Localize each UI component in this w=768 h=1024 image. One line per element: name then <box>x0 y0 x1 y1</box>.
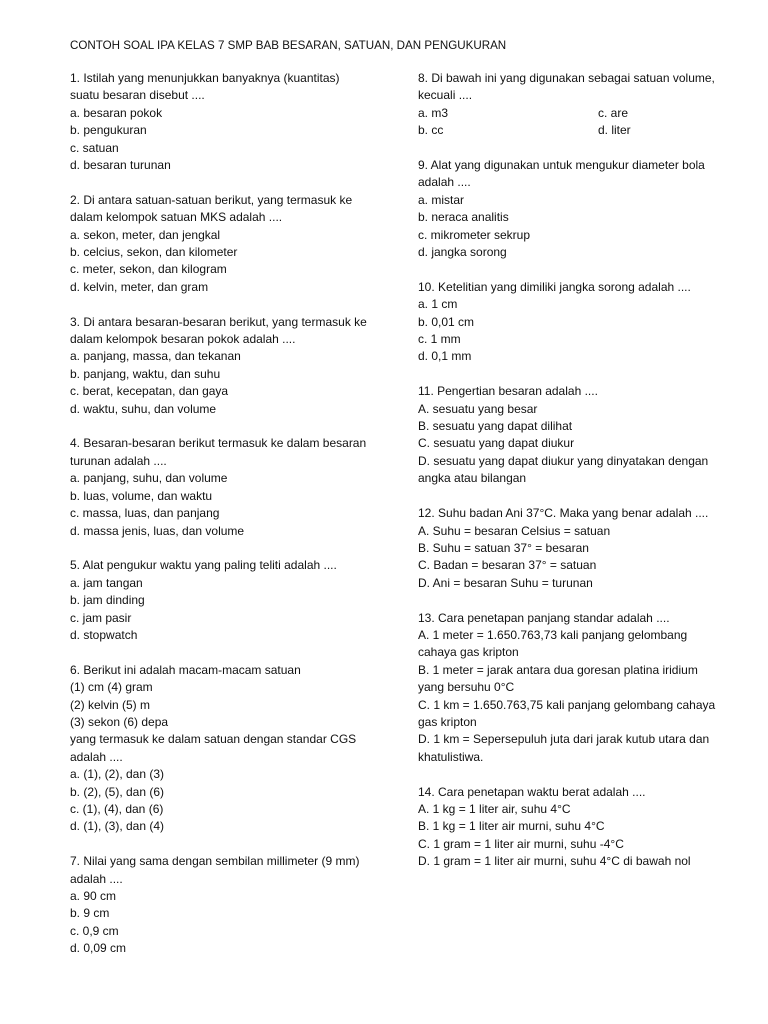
answer-option: c. berat, kecepatan, dan gaya <box>70 384 229 399</box>
answer-option: c. massa, luas, dan panjang <box>70 506 220 521</box>
answer-option: b. luas, volume, dan waktu <box>70 488 213 503</box>
answer-option: cahaya gas kripton <box>418 645 519 660</box>
answer-option: B. 1 kg = 1 liter air murni, suhu 4°C <box>418 819 605 834</box>
answer-option: D. 1 gram = 1 liter air murni, suhu 4°C di bawah nol <box>418 854 691 869</box>
answer-option: a. 90 cm <box>70 889 117 903</box>
answer-option: B. 1 meter = jarak antara dua goresan platina iridium <box>418 662 698 677</box>
answer-option: b. celcius, sekon, dan kilometer <box>70 245 238 260</box>
answer-option: c. mikrometer sekrup <box>418 227 531 242</box>
question-line: adalah .... <box>70 749 123 764</box>
answer-option: C. sesuatu yang dapat diukur <box>418 436 575 451</box>
question-11 <box>418 383 733 487</box>
question-9 <box>418 157 733 261</box>
answer-option: a. 1 cm <box>418 297 458 312</box>
answer-option: c. meter, sekon, dan kilogram <box>70 262 227 277</box>
question-12 <box>418 505 733 592</box>
question-line: dalam kelompok satuan MKS adalah .... <box>70 210 283 225</box>
question-line: kecuali .... <box>418 88 473 103</box>
question-line: 14. Cara penetapan waktu berat adalah .... <box>418 784 646 799</box>
question-line: 2. Di antara satuan-satuan berikut, yang termasuk ke <box>70 192 353 207</box>
question-line: 5. Alat pengukur waktu yang paling teliti adalah .... <box>70 558 337 573</box>
question-line: 12. Suhu badan Ani 37°C. Maka yang benar adalah .... <box>418 506 709 521</box>
question-line: 10. Ketelitian yang dimiliki jangka sorong adalah .... <box>418 279 691 294</box>
question-line: 13. Cara penetapan panjang standar adalah .... <box>418 610 670 625</box>
answer-option: d. 0,1 mm <box>418 349 472 364</box>
unit-list-line: (2) kelvin (5) m <box>70 697 151 712</box>
question-line: 4. Besaran-besaran berikut termasuk ke dalam besaran <box>70 436 367 451</box>
answer-option: C. 1 gram = 1 liter air murni, suhu -4°C <box>418 836 624 851</box>
answer-option: c. (1), (4), dan (6) <box>70 801 164 816</box>
question-line: 3. Di antara besaran-besaran berikut, yang termasuk ke <box>70 314 367 329</box>
answer-option: yang bersuhu 0°C <box>418 680 515 695</box>
answer-option: d. besaran turunan <box>70 158 171 173</box>
question-3 <box>70 314 400 418</box>
question-2 <box>70 192 400 296</box>
document-title: CONTOH SOAL IPA KELAS 7 SMP BAB BESARAN, SATUAN, DAN PENGUKURAN <box>70 39 507 52</box>
answer-option: b. 0,01 cm <box>418 314 475 329</box>
answer-option: d. 0,09 cm <box>70 941 127 956</box>
answer-option: angka atau bilangan <box>418 471 527 486</box>
answer-option: b. panjang, waktu, dan suhu <box>70 366 221 381</box>
answer-option: d. stopwatch <box>70 627 138 642</box>
answer-option: c. 1 mm <box>418 332 461 347</box>
question-5 <box>70 557 400 644</box>
answer-option: D. 1 km = Sepersepuluh juta dari jarak kutub utara dan <box>418 732 710 747</box>
question-8 <box>418 70 733 140</box>
answer-option: A. Suhu = besaran Celsius = satuan <box>418 523 611 538</box>
answer-option: B. sesuatu yang dapat dilihat <box>418 419 573 434</box>
question-line: 8. Di bawah ini yang digunakan sebagai satuan volume, <box>418 71 715 85</box>
question-10 <box>418 279 733 366</box>
answer-option: c. are <box>598 105 629 120</box>
question-13 <box>418 610 733 767</box>
answer-option: d. waktu, suhu, dan volume <box>70 401 217 416</box>
question-7 <box>70 853 400 957</box>
answer-option: c. satuan <box>70 140 119 155</box>
answer-option: a. sekon, meter, dan jengkal <box>70 227 221 242</box>
question-14 <box>418 784 733 871</box>
answer-option: B. Suhu = satuan 37° = besaran <box>418 540 589 555</box>
answer-option: C. 1 km = 1.650.763,75 kali panjang gelombang cahaya <box>418 697 716 712</box>
question-6 <box>70 662 400 836</box>
answer-option: A. sesuatu yang besar <box>418 401 538 416</box>
answer-option: b. jam dinding <box>70 593 145 608</box>
question-line: suatu besaran disebut .... <box>70 88 205 103</box>
answer-option: b. pengukuran <box>70 123 147 138</box>
answer-option: d. liter <box>598 123 631 138</box>
left-column <box>70 70 400 975</box>
question-line: 11. Pengertian besaran adalah .... <box>418 384 598 399</box>
question-line: adalah .... <box>70 871 123 886</box>
answer-option: a. mistar <box>418 192 465 207</box>
answer-option: D. Ani = besaran Suhu = turunan <box>418 575 593 590</box>
question-line: yang termasuk ke dalam satuan dengan standar CGS <box>70 732 357 747</box>
answer-option: a. besaran pokok <box>70 105 163 120</box>
question-line: dalam kelompok besaran pokok adalah .... <box>70 332 296 347</box>
answer-option: d. (1), (3), dan (4) <box>70 819 165 834</box>
answer-option: d. jangka sorong <box>418 245 507 260</box>
question-line: 9. Alat yang digunakan untuk mengukur diameter bola <box>418 158 705 173</box>
answer-option: c. jam pasir <box>70 610 132 625</box>
answer-option: a. panjang, suhu, dan volume <box>70 471 228 486</box>
answer-option: d. massa jenis, luas, dan volume <box>70 523 245 538</box>
question-line: turunan adalah .... <box>70 453 167 468</box>
question-line: 1. Istilah yang menunjukkan banyaknya (kuantitas) <box>70 71 340 85</box>
answer-row <box>418 122 733 139</box>
answer-row <box>418 105 733 122</box>
answer-option: khatulistiwa. <box>418 749 484 764</box>
answer-option: a. m3 <box>418 105 449 120</box>
answer-option: gas kripton <box>418 714 477 729</box>
question-4 <box>70 435 400 539</box>
answer-option: a. jam tangan <box>70 575 143 590</box>
answer-option: a. (1), (2), dan (3) <box>70 767 165 782</box>
answer-option: b. 9 cm <box>70 906 110 921</box>
answer-option: A. 1 kg = 1 liter air, suhu 4°C <box>418 801 571 816</box>
question-1 <box>70 70 400 174</box>
answer-option: b. (2), (5), dan (6) <box>70 784 165 799</box>
answer-option: b. neraca analitis <box>418 210 509 225</box>
answer-option: d. kelvin, meter, dan gram <box>70 279 209 294</box>
right-column <box>418 70 733 888</box>
answer-option: D. sesuatu yang dapat diukur yang dinyatakan dengan <box>418 453 709 468</box>
unit-list-line: (1) cm (4) gram <box>70 680 153 695</box>
answer-option: c. 0,9 cm <box>70 923 119 938</box>
answer-option: A. 1 meter = 1.650.763,73 kali panjang gelombang <box>418 627 688 642</box>
question-line: 7. Nilai yang sama dengan sembilan millimeter (9 mm) <box>70 854 360 869</box>
answer-option: a. panjang, massa, dan tekanan <box>70 349 241 364</box>
answer-option: b. cc <box>418 123 444 138</box>
question-line: 6. Berikut ini adalah macam-macam satuan <box>70 662 301 677</box>
question-line: adalah .... <box>418 175 471 190</box>
answer-option: C. Badan = besaran 37° = satuan <box>418 558 597 573</box>
unit-list-line: (3) sekon (6) depa <box>70 714 169 729</box>
